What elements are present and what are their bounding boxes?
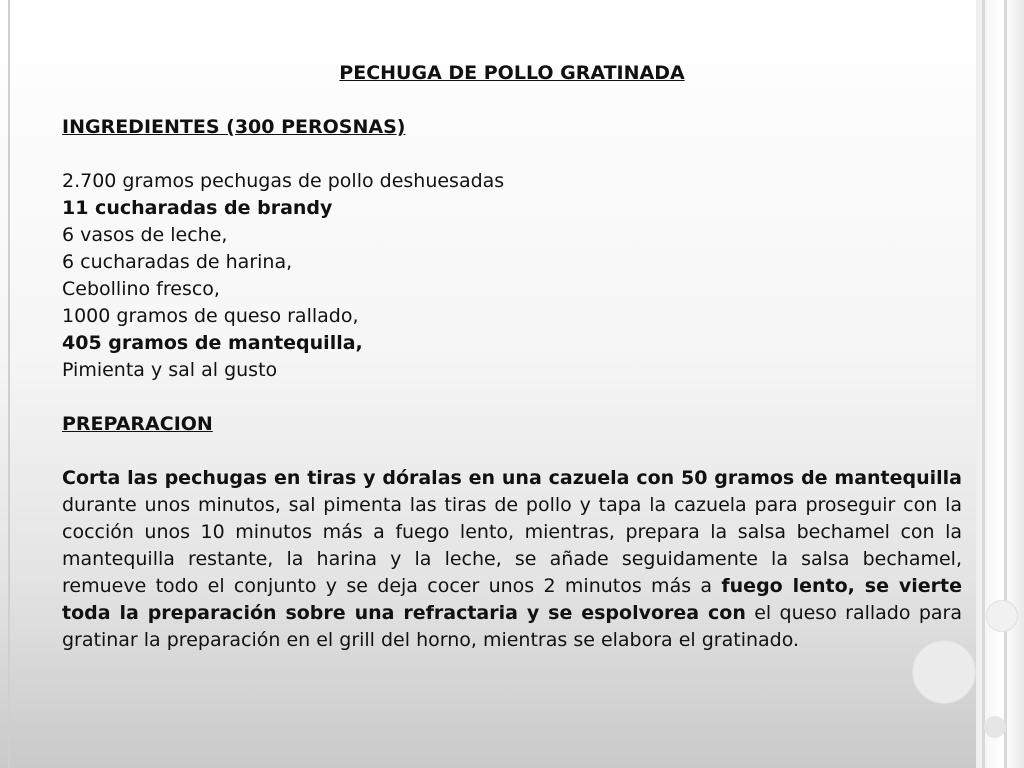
- ingredient-item: 6 cucharadas de harina,: [62, 251, 293, 273]
- ingredients-list: [62, 168, 962, 384]
- recipe-title: PECHUGA DE POLLO GRATINADA: [339, 62, 685, 84]
- ingredient-item: 2.700 gramos pechugas de pollo deshuesadas: [62, 170, 505, 192]
- slide-right-decoration: [976, 0, 1024, 768]
- slide-left-border: [8, 0, 10, 768]
- ingredient-item: 1000 gramos de queso rallado,: [62, 305, 359, 327]
- decor-line: [1004, 0, 1007, 768]
- ingredient-item: Pimienta y sal al gusto: [62, 359, 278, 381]
- spacer: [62, 438, 962, 465]
- preparation-text: [62, 465, 962, 654]
- ingredient-item: Cebollino fresco,: [62, 278, 220, 300]
- spacer: [62, 384, 962, 411]
- ingredient-item: 11 cucharadas de brandy: [62, 197, 333, 219]
- preparation-text-bold: fuego lento, se vierte toda la preparación sobre una refractaria y se espolvorea con: [62, 575, 962, 624]
- decor-circle-tiny: [984, 716, 1006, 738]
- preparation-text-normal: el queso rallado para gratinar la preparación en el grill del horno, mientras se elabora el gratinado.: [62, 602, 962, 651]
- decor-circle-small: [986, 600, 1018, 632]
- preparation-text-normal: durante unos minutos, sal pimenta las tiras de pollo y tapa la cazuela para proseguir con la cocción unos 10 minutos más a fuego lento, mientras, prepara la salsa bechamel con la mantequilla restante, la harina y la leche, se añade seguidamente la salsa bechamel, remueve todo el conjunto y se deja cocer unos 2 minutos más a: [62, 494, 962, 597]
- preparation-text-bold: Corta las pechugas en tiras y dóralas en una cazuela con 50 gramos de mantequilla: [62, 467, 962, 489]
- ingredient-item: 6 vasos de leche,: [62, 224, 228, 246]
- spacer: [62, 141, 962, 168]
- decor-line: [982, 0, 985, 768]
- ingredients-heading: INGREDIENTES (300 PEROSNAS): [62, 116, 406, 138]
- ingredient-item: 405 gramos de mantequilla,: [62, 332, 363, 354]
- spacer: [62, 87, 962, 114]
- slide-content: [62, 60, 962, 654]
- preparation-heading: PREPARACION: [62, 413, 213, 435]
